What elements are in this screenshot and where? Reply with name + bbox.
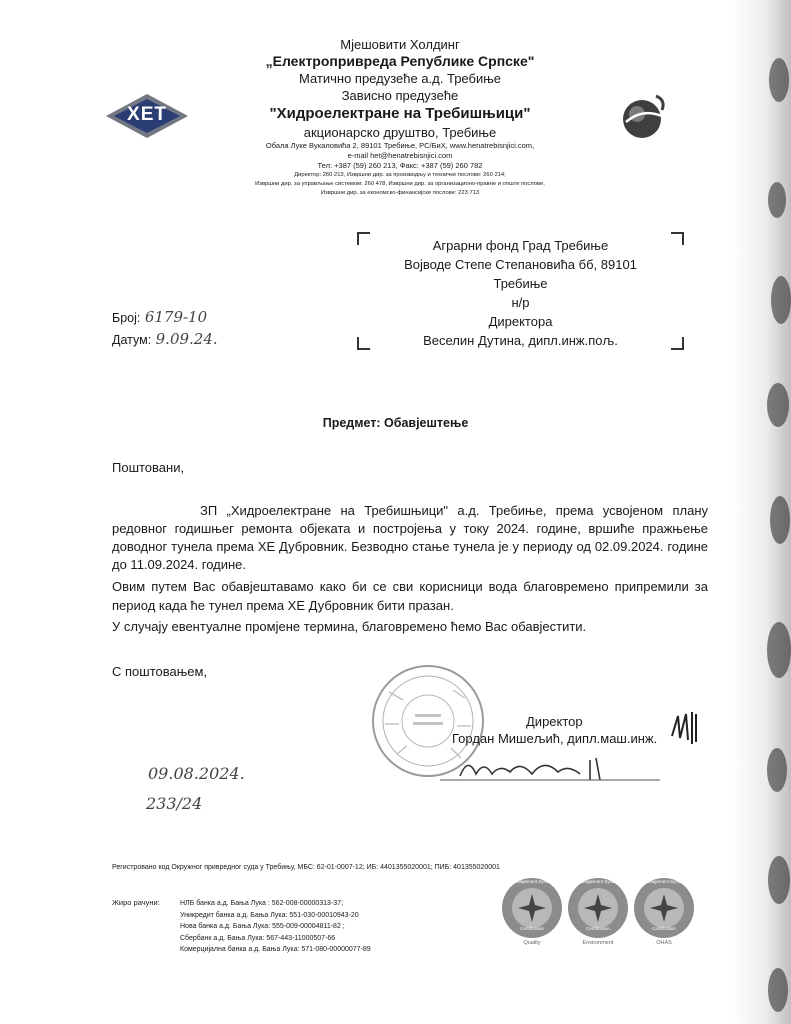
recipient-line: н/р xyxy=(511,295,530,310)
director-signature xyxy=(440,750,660,784)
bank-accounts xyxy=(180,898,371,956)
cert-top: Management System xyxy=(510,879,554,884)
recipient-box xyxy=(357,232,684,350)
recipient-line: Веселин Дутина, дипл.инж.пољ. xyxy=(423,333,618,348)
letter-subject: Предмет: Обавјештење xyxy=(322,416,469,430)
director-name: Гордан Мишељић, дипл.маш.инж. xyxy=(452,731,658,746)
director-contacts-1: Директор: 260 213, Извршни дир. за производњу и техничке послове: 260 214; xyxy=(294,172,506,178)
number-label: Број: xyxy=(112,311,141,325)
date-label: Датум: xyxy=(112,333,152,347)
letter-closing: С поштовањем, xyxy=(112,664,208,679)
scan-edge-shadow xyxy=(731,0,791,1024)
recipient-line: Војводе Степе Степановића бб, 89101 xyxy=(404,257,637,272)
bank-account: Уникредит банка а.д. Бања Лука: 551-030-00010943-20 xyxy=(180,911,359,919)
parent-company: Матично предузеће а.д. Требиње xyxy=(298,71,502,86)
company-phone: Тел: +387 (59) 260 213, Факс: +387 (59) 260 782 xyxy=(317,161,483,170)
cert-badge-quality xyxy=(502,878,562,946)
handwritten-number: 233/24 xyxy=(146,794,203,813)
initials-signature xyxy=(668,708,702,748)
cert-caption: Quality xyxy=(523,940,541,946)
cert-badge-environment xyxy=(568,878,628,946)
cert-badge-ohas xyxy=(634,878,694,946)
bank-account: Сбербанк а.д. Бања Лука: 567-443-11000507-66 xyxy=(180,934,336,942)
bank-account: Нова банка а.д. Бања Лука: 555-009-00004811-82 ; xyxy=(180,923,345,930)
company-name: "Хидроелектране на Требишњици" xyxy=(269,105,531,122)
handwritten-date: 09.08.2024. xyxy=(148,764,245,783)
het-logo-text: ХЕТ xyxy=(127,104,167,125)
holding-name: Мјешовити Холдинг xyxy=(340,37,460,52)
cert-caption: Environment xyxy=(582,940,614,946)
giro-label: Жиро рачуни: xyxy=(112,898,160,907)
director-contacts-3: Извршни дир. за економско-финансијске послове: 223 713 xyxy=(320,190,480,196)
reference-number xyxy=(112,308,207,327)
cert-caption: OHAS xyxy=(656,940,672,946)
company-type: акционарско друштво, Требиње xyxy=(303,125,497,140)
cert-sub: Certification xyxy=(520,926,544,931)
letter-paragraph-3: У случају евентуалне промјене термина, благовремено ћемо Вас обавјестити. xyxy=(112,619,587,634)
letter-paragraph-2: Овим путем Вас обавјештавамо како би се сви корисници вода благовремено припремили за период када ће тунел према ХЕ Дубровник бити празан. xyxy=(112,579,708,613)
director-title: Директор xyxy=(526,714,583,729)
reference-date xyxy=(112,330,218,349)
company-email: e-mail het@henatrebisnjici.com xyxy=(347,151,453,160)
subsidiary-label: Зависно предузеће xyxy=(341,88,459,103)
cert-sub: Certification xyxy=(652,926,676,931)
date-value: 9.09.24. xyxy=(155,330,218,348)
director-contacts-2: Извршни дир. за управљање системом: 260 478, Извршни дир. за организационо-правне и опште послове, xyxy=(255,181,545,187)
letter-paragraph-1: ЗП „Хидроелектране на Требишњици" а.д. Требиње, према усвојеном плану редовног годишњег ремонта објеката и постројења у току 2024. године, вршиће пражњење доводног тунела према ХЕ Дубровник. Безводно стање тунела је у периоду од 02.09.2024. године до 11.09.2024. године. xyxy=(112,503,708,572)
cert-top: Management System xyxy=(642,879,686,884)
registration-info: Регистровано код Окружног привредног суда у Требињу, МБС: 62-01-0007-12; ИБ: 4401355020001; ПИБ: 401355020001 xyxy=(112,864,500,871)
bank-account: Комерцијална банка а.д. Бања Лука: 571-080-00000077-89 xyxy=(180,946,371,953)
cert-top: Management System xyxy=(576,879,620,884)
recipient-line: Требиње xyxy=(493,276,548,291)
letterhead xyxy=(120,36,680,198)
recipient-line: Аграрни фонд Град Требиње xyxy=(432,238,609,253)
holding-company: „Електропривреда Републике Српске" xyxy=(265,53,535,69)
recipient-line: Директора xyxy=(488,314,553,329)
cert-sub: Certification xyxy=(586,926,610,931)
bank-account: НЛБ банка а.д. Бања Лука : 562-008-00000313-37; xyxy=(180,900,344,907)
letter-greeting: Поштовани, xyxy=(112,460,185,475)
number-value: 6179-10 xyxy=(144,308,208,326)
company-address: Обала Луке Вукаловића 2, 89101 Требиње, РС/БиХ, www.henatrebisnjici.com, xyxy=(265,141,535,150)
certification-badges xyxy=(498,872,698,950)
